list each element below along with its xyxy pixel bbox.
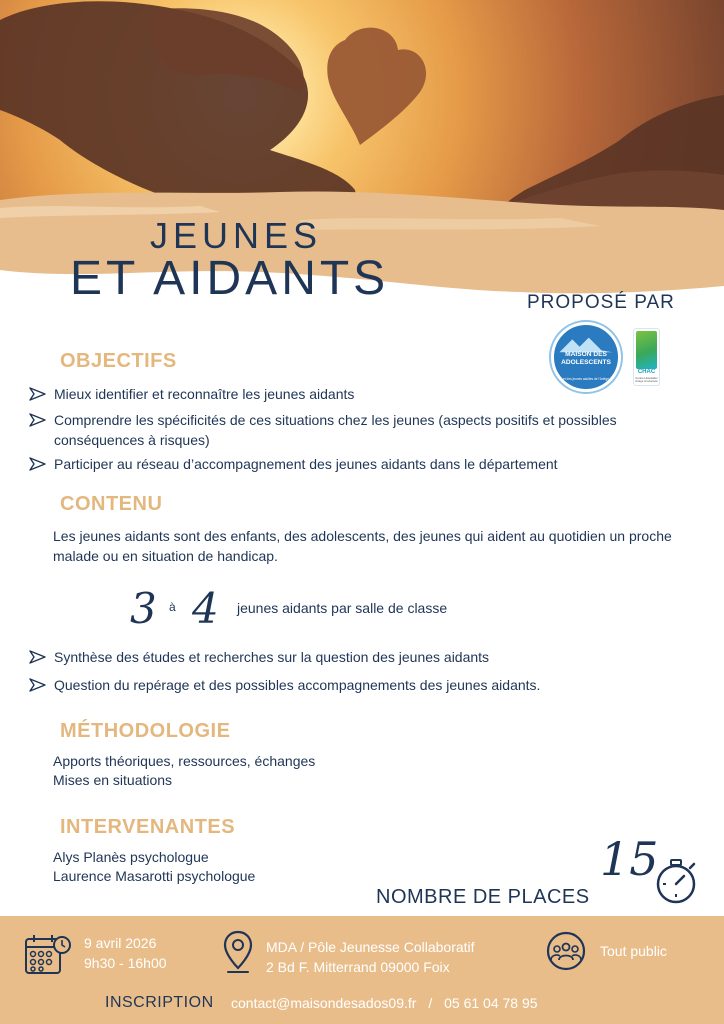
arrow-right-icon [28, 413, 48, 427]
ratio-to: 4 [192, 584, 219, 633]
arrow-right-icon [28, 387, 48, 401]
chac-logo-sub: Centre Hospitalier Ariège Couserans [635, 376, 658, 384]
propose-par-label: PROPOSÉ PAR [527, 292, 675, 313]
map-pin-icon [222, 930, 254, 978]
section-title-methodologie: MÉTHODOLOGIE [60, 720, 231, 742]
methodologie-line-2: Mises en situations [53, 772, 173, 788]
ratio-statistic [130, 584, 490, 632]
chac-logo-name: CHAC [637, 369, 656, 375]
footer-info-band [0, 913, 724, 1024]
section-title-objectifs: OBJECTIFS [60, 350, 177, 372]
arrow-right-icon [28, 678, 48, 692]
contact-phone[interactable]: 05 61 04 78 95 [444, 995, 538, 1011]
mda-logo [551, 322, 621, 392]
list-item [28, 454, 648, 474]
contenu-list [28, 647, 648, 695]
methodologie-line-1: Apports théoriques, ressources, échanges [53, 753, 316, 769]
event-title [70, 215, 390, 306]
section-title-intervenantes: INTERVENANTES [60, 816, 236, 838]
intervenante-2: Laurence Masarotti psychologue [53, 868, 256, 884]
ratio-from: 3 [130, 584, 157, 633]
list-item-text: Synthèse des études et recherches sur la question des jeunes aidants [54, 649, 490, 665]
list-item-text: Mieux identifier et reconnaître les jeunes aidants [54, 386, 355, 402]
places-number: 15 [600, 832, 659, 886]
footer-date: 9 avril 2026 [84, 935, 157, 951]
places-label: NOMBRE DE PLACES [376, 886, 590, 908]
ratio-text: jeunes aidants par salle de classe [237, 600, 448, 616]
contact-line [231, 995, 538, 1011]
title-line-1: JEUNES [149, 215, 323, 256]
chac-logo [633, 328, 660, 386]
footer-audience: Tout public [600, 943, 667, 959]
list-item [28, 384, 648, 404]
intervenante-1: Alys Planès psychologue [53, 849, 209, 865]
list-item [28, 675, 648, 695]
list-item-text: Comprendre les spécificités de ces situations chez les jeunes (aspects positifs et possibles conséquences à risques) [54, 412, 617, 448]
mda-logo-sub: et des jeunes adultes de l'Ariège [563, 377, 609, 381]
list-item [28, 647, 648, 667]
arrow-right-icon [28, 650, 48, 664]
contenu-intro: Les jeunes aidants sont des enfants, des adolescents, des jeunes qui aident au quotidien un proche malade ou en situation de handicap. [53, 528, 672, 564]
section-title-contenu: CONTENU [60, 493, 163, 515]
list-item [28, 410, 648, 450]
inscription-label: INSCRIPTION [105, 994, 214, 1011]
footer-hours: 9h30 - 16h00 [84, 955, 167, 971]
mda-logo-name: MAISON DES ADOLESCENTS [561, 351, 611, 366]
objectifs-list [28, 384, 648, 474]
list-item-text: Participer au réseau d’accompagnement des jeunes aidants dans le département [54, 456, 558, 472]
calendar-icon [24, 933, 72, 977]
footer-address: 2 Bd F. Mitterrand 09000 Foix [266, 959, 450, 975]
title-line-2: ET AIDANTS [70, 252, 390, 305]
contact-email[interactable]: contact@maisondesados09.fr [231, 995, 417, 1011]
chac-logo-mark [636, 331, 657, 369]
arrow-right-icon [28, 457, 48, 471]
footer-venue: MDA / Pôle Jeunesse Collaboratif [266, 939, 475, 955]
contact-separator: / [428, 995, 433, 1011]
list-item-text: Question du repérage et des possibles accompagnements des jeunes aidants. [54, 677, 541, 693]
stopwatch-icon [650, 854, 702, 906]
ratio-separator: à [169, 600, 176, 614]
audience-group-icon [543, 930, 589, 972]
